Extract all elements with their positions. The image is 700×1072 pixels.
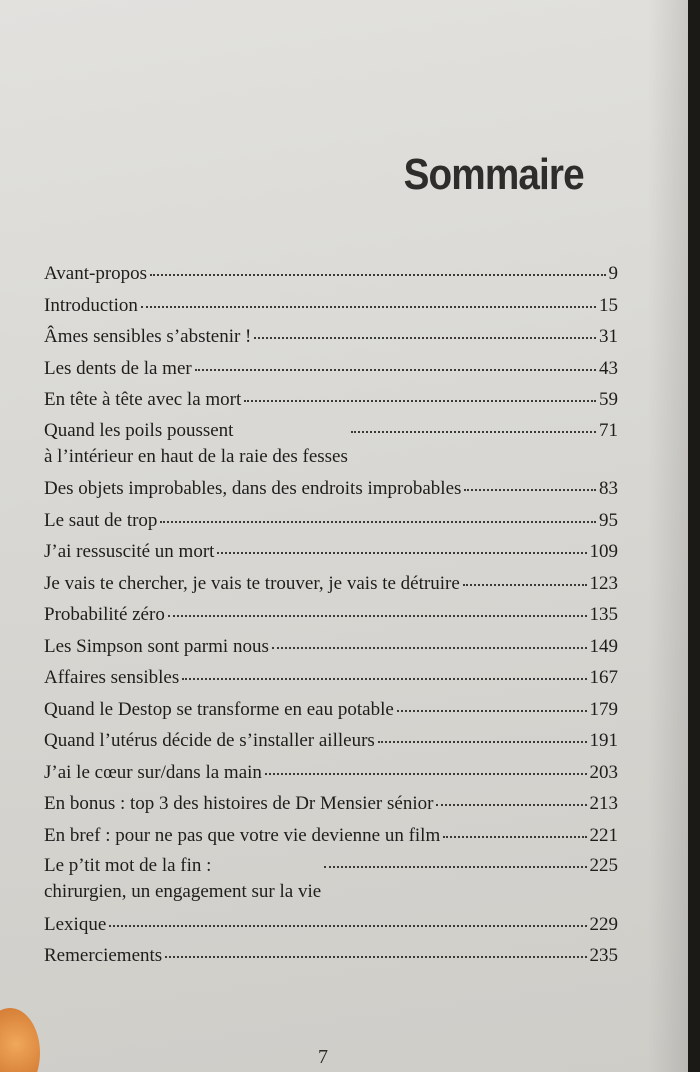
toc-entry (44, 820, 618, 852)
toc-entry (44, 473, 618, 505)
toc-entry-page: 203 (589, 761, 618, 783)
toc-entry-page: 213 (589, 793, 618, 814)
dot-leader (217, 552, 586, 554)
toc-entry-page: 149 (589, 635, 618, 657)
toc-entry-page: 135 (589, 604, 618, 625)
dot-leader (195, 369, 596, 371)
toc-entry-page: 31 (599, 326, 618, 347)
toc-entry-title (44, 418, 348, 470)
toc-entry-title: En tête à tête avec la mort (44, 389, 242, 410)
toc-entry-title: Probabilité zéro (44, 604, 165, 625)
toc-entry (44, 725, 618, 757)
toc-entry-page: 83 (599, 478, 618, 499)
dot-leader (165, 956, 586, 958)
toc-entry-title: Les dents de la mer (44, 357, 192, 379)
dot-leader (182, 678, 586, 680)
toc-entry (44, 258, 618, 290)
dot-leader (443, 836, 586, 838)
toc-entry-page: 9 (608, 263, 618, 284)
toc-entry-page: 109 (589, 541, 618, 562)
table-of-contents (44, 258, 618, 972)
toc-entry (44, 321, 618, 353)
dot-leader (168, 615, 587, 617)
toc-entry-page: 235 (589, 945, 618, 966)
toc-entry (44, 568, 618, 600)
toc-entry-title: Les Simpson sont parmi nous (44, 635, 269, 657)
toc-entry-title-line1: Le p’tit mot de la fin : (44, 855, 212, 876)
toc-entry (44, 599, 618, 631)
dot-leader (109, 925, 586, 927)
dot-leader (272, 647, 587, 649)
page-title: Sommaire (403, 150, 584, 199)
toc-entry (44, 505, 618, 537)
toc-entry (44, 662, 618, 694)
toc-entry-page: 221 (589, 824, 618, 846)
folio-page-number: 7 (318, 1046, 328, 1068)
toc-entry (44, 536, 618, 568)
toc-entry-title: Lexique (44, 913, 107, 935)
toc-entry-title-line1: Quand les poils poussent (44, 419, 234, 441)
toc-entry (44, 631, 618, 663)
dot-leader (351, 431, 596, 433)
toc-entry-title: Quand l’utérus décide de s’installer ailleurs (44, 730, 375, 751)
toc-entry-title: Avant-propos (44, 263, 148, 284)
toc-entry-page: 179 (589, 698, 618, 720)
toc-entry-title: Le saut de trop (44, 509, 158, 531)
dot-leader (265, 773, 587, 775)
toc-entry (44, 757, 618, 789)
toc-entry (44, 788, 618, 820)
toc-entry-title: Remerciements (44, 945, 163, 966)
dot-leader (141, 306, 596, 308)
toc-entry (44, 909, 618, 941)
toc-entry-title: Quand le Destop se transforme en eau potable (44, 698, 394, 720)
toc-entry-page: 71 (599, 419, 618, 441)
dot-leader (160, 521, 596, 523)
toc-entry-title: J’ai ressuscité un mort (44, 541, 215, 562)
page-edge-shadow (648, 0, 688, 1072)
toc-entry (44, 851, 618, 909)
toc-entry-page: 95 (599, 509, 618, 531)
toc-entry-title (44, 853, 321, 905)
finger-holding-page (0, 1008, 40, 1072)
toc-entry-page: 229 (589, 913, 618, 935)
dot-leader (464, 489, 596, 491)
toc-entry-page: 191 (589, 730, 618, 751)
toc-entry-title: Je vais te chercher, je vais te trouver, je vais te détruire (44, 572, 460, 594)
dot-leader (324, 866, 586, 868)
toc-entry-title: J’ai le cœur sur/dans la main (44, 761, 262, 783)
toc-entry (44, 290, 618, 322)
toc-entry-page: 43 (599, 357, 618, 379)
toc-entry-title: En bonus : top 3 des histoires de Dr Mensier sénior (44, 793, 434, 814)
toc-entry (44, 384, 618, 416)
toc-entry-page: 123 (589, 572, 618, 594)
dot-leader (244, 400, 596, 402)
dot-leader (397, 710, 587, 712)
dot-leader (254, 337, 596, 339)
toc-entry-page: 15 (599, 294, 618, 316)
toc-entry-title: Introduction (44, 294, 138, 316)
toc-entry-title-line2: chirurgien, un engagement sur la vie (44, 881, 322, 902)
toc-entry (44, 940, 618, 972)
toc-entry-title: En bref : pour ne pas que votre vie devienne un film (44, 824, 441, 846)
toc-entry-title: Des objets improbables, dans des endroits improbables (44, 478, 462, 499)
dot-leader (436, 804, 586, 806)
dot-leader (378, 741, 587, 743)
toc-entry (44, 694, 618, 726)
toc-entry-page: 167 (589, 667, 618, 688)
toc-entry (44, 353, 618, 385)
dot-leader (150, 274, 605, 276)
dot-leader (463, 584, 587, 586)
toc-entry-page: 59 (599, 389, 618, 410)
toc-entry-title: Âmes sensibles s’abstenir ! (44, 326, 252, 347)
toc-entry (44, 416, 618, 474)
toc-entry-page: 225 (589, 855, 618, 876)
toc-entry-title-line2: à l’intérieur en haut de la raie des fesses (44, 445, 348, 467)
toc-entry-title: Affaires sensibles (44, 667, 180, 688)
